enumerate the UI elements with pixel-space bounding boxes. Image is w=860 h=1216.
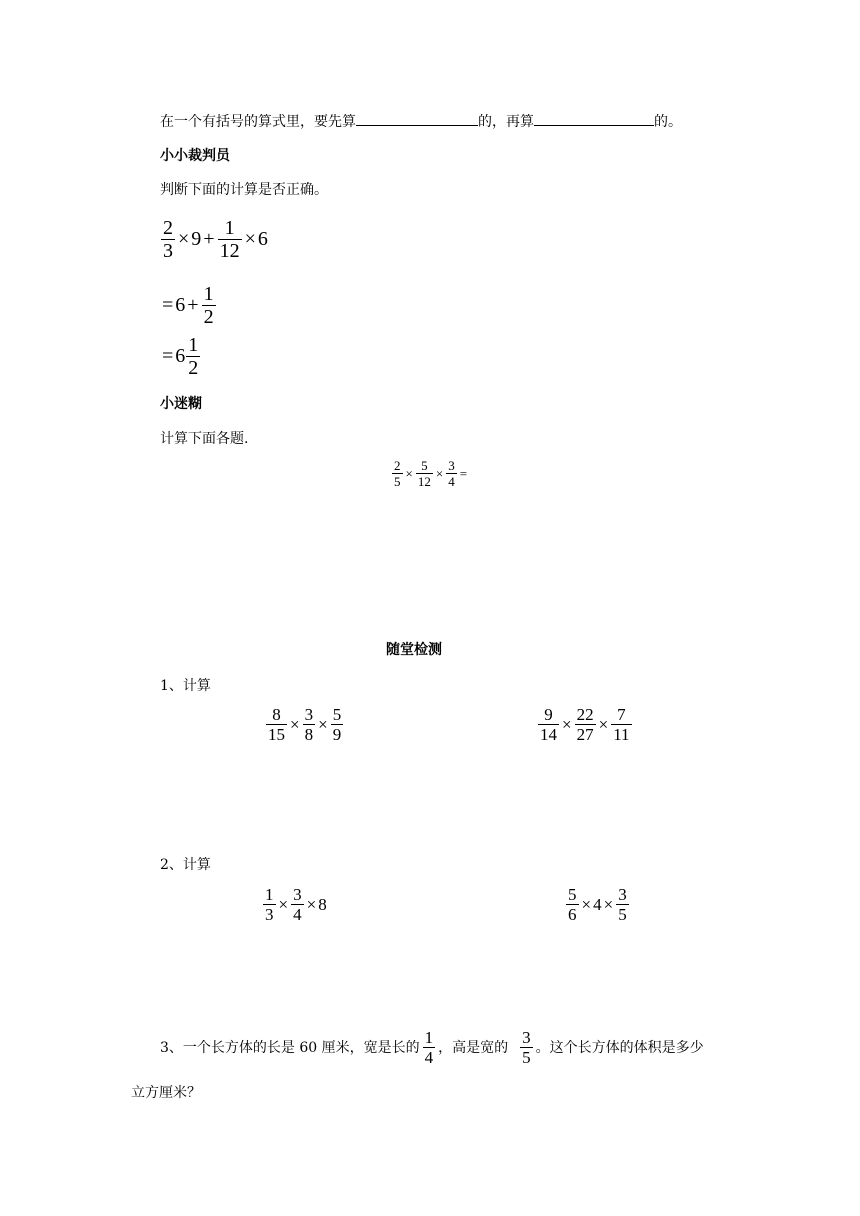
fraction xyxy=(611,705,631,744)
q3-text-part1: 3、一个长方体的长是 60 厘米，宽是长的 xyxy=(160,1039,420,1056)
denominator: 3 xyxy=(265,905,274,924)
fraction xyxy=(446,458,457,489)
judge-line-2 xyxy=(160,283,217,328)
fraction xyxy=(291,885,304,924)
numerator: 2 xyxy=(394,458,401,473)
judge-heading: 小小裁判员 xyxy=(160,148,230,164)
fraction xyxy=(575,705,596,744)
fraction xyxy=(218,217,242,262)
equals-sign: = xyxy=(459,465,468,481)
number: 9 xyxy=(191,228,202,250)
fraction xyxy=(266,705,287,744)
times-sign: × xyxy=(435,465,444,481)
number: 8 xyxy=(318,894,327,914)
times-sign: × xyxy=(598,714,609,734)
confuse-expression xyxy=(391,458,469,489)
numerator: 1 xyxy=(188,334,199,356)
fraction xyxy=(538,705,559,744)
q2-left-expression xyxy=(262,885,327,924)
denominator: 15 xyxy=(268,725,285,744)
fraction xyxy=(303,705,316,744)
denominator: 4 xyxy=(293,905,302,924)
confuse-instruction: 计算下面各题. xyxy=(160,431,249,447)
numerator: 3 xyxy=(522,1028,531,1047)
fraction xyxy=(520,1028,533,1067)
q1-left-expression xyxy=(265,705,344,744)
denominator: 14 xyxy=(540,725,557,744)
denominator: 4 xyxy=(448,474,455,489)
times-sign: × xyxy=(562,714,572,734)
test-heading: 随堂检测 xyxy=(386,642,442,658)
fraction xyxy=(616,885,629,924)
q2-right-expression xyxy=(565,885,630,924)
fraction xyxy=(161,217,175,262)
fraction xyxy=(566,885,579,924)
denominator: 2 xyxy=(188,357,199,379)
intro-text-before: 在一个有括号的算式里，要先算 xyxy=(160,114,356,130)
fraction xyxy=(423,1028,436,1067)
q3-line-2: 立方厘米？ xyxy=(131,1085,201,1101)
q3-text-part3: 。这个长方体的体积是多少 xyxy=(535,1039,704,1056)
equals-sign: = xyxy=(162,294,174,316)
denominator: 5 xyxy=(522,1048,531,1067)
denominator: 11 xyxy=(613,725,630,744)
equals-sign: = xyxy=(162,345,174,367)
times-sign: × xyxy=(405,465,413,481)
denominator: 5 xyxy=(618,905,627,924)
denominator: 8 xyxy=(304,725,314,744)
times-sign: × xyxy=(278,894,289,914)
answer-blank-1[interactable] xyxy=(356,111,478,126)
fraction xyxy=(202,283,216,328)
fraction xyxy=(416,458,433,489)
numerator: 3 xyxy=(293,885,302,904)
numerator: 1 xyxy=(203,283,214,305)
intro-text-after: 的。 xyxy=(654,114,682,130)
q3-text-part2: ，高是宽的 xyxy=(438,1039,509,1056)
q1-label: 1、计算 xyxy=(160,678,211,694)
denominator: 3 xyxy=(163,240,173,262)
denominator: 27 xyxy=(576,725,594,744)
numerator: 1 xyxy=(265,885,274,904)
numerator: 5 xyxy=(332,705,342,724)
fraction xyxy=(263,885,276,924)
numerator: 3 xyxy=(448,458,455,473)
times-sign: × xyxy=(603,894,614,914)
times-sign: × xyxy=(244,228,256,250)
number: 6 xyxy=(257,228,268,250)
intro-text-mid: 的，再算 xyxy=(478,114,534,130)
fraction xyxy=(331,705,344,744)
fraction xyxy=(186,334,200,379)
judge-instruction: 判断下面的计算是否正确。 xyxy=(160,182,328,198)
times-sign: × xyxy=(306,894,317,914)
number: 6 xyxy=(175,294,186,316)
numerator: 5 xyxy=(421,458,428,473)
answer-blank-2[interactable] xyxy=(534,111,654,126)
numerator: 3 xyxy=(618,885,627,904)
whole-number: 6 xyxy=(175,345,186,367)
number: 4 xyxy=(593,894,602,914)
numerator: 8 xyxy=(272,705,281,724)
denominator: 12 xyxy=(219,240,240,262)
numerator: 1 xyxy=(224,217,235,239)
fraction xyxy=(392,458,403,489)
confuse-heading: 小迷糊 xyxy=(160,396,202,412)
judge-line-3 xyxy=(160,334,201,379)
times-sign: × xyxy=(318,714,328,734)
denominator: 2 xyxy=(203,306,214,328)
numerator: 7 xyxy=(617,705,626,724)
numerator: 22 xyxy=(576,705,594,724)
numerator: 2 xyxy=(163,217,173,239)
plus-sign: + xyxy=(203,228,215,250)
denominator: 5 xyxy=(394,474,401,489)
plus-sign: + xyxy=(187,294,199,316)
numerator: 3 xyxy=(304,705,314,724)
q2-label: 2、计算 xyxy=(160,857,211,873)
q3-line-1 xyxy=(160,1028,704,1067)
denominator: 9 xyxy=(332,725,342,744)
numerator: 1 xyxy=(424,1028,434,1047)
times-sign: × xyxy=(290,714,300,734)
denominator: 12 xyxy=(417,474,431,489)
intro-sentence xyxy=(160,111,682,132)
denominator: 6 xyxy=(568,905,577,924)
numerator: 5 xyxy=(568,885,577,904)
q1-right-expression xyxy=(537,705,633,744)
denominator: 4 xyxy=(424,1048,434,1067)
times-sign: × xyxy=(581,894,592,914)
numerator: 9 xyxy=(544,705,553,724)
judge-line-1 xyxy=(160,217,268,262)
times-sign: × xyxy=(178,228,190,250)
